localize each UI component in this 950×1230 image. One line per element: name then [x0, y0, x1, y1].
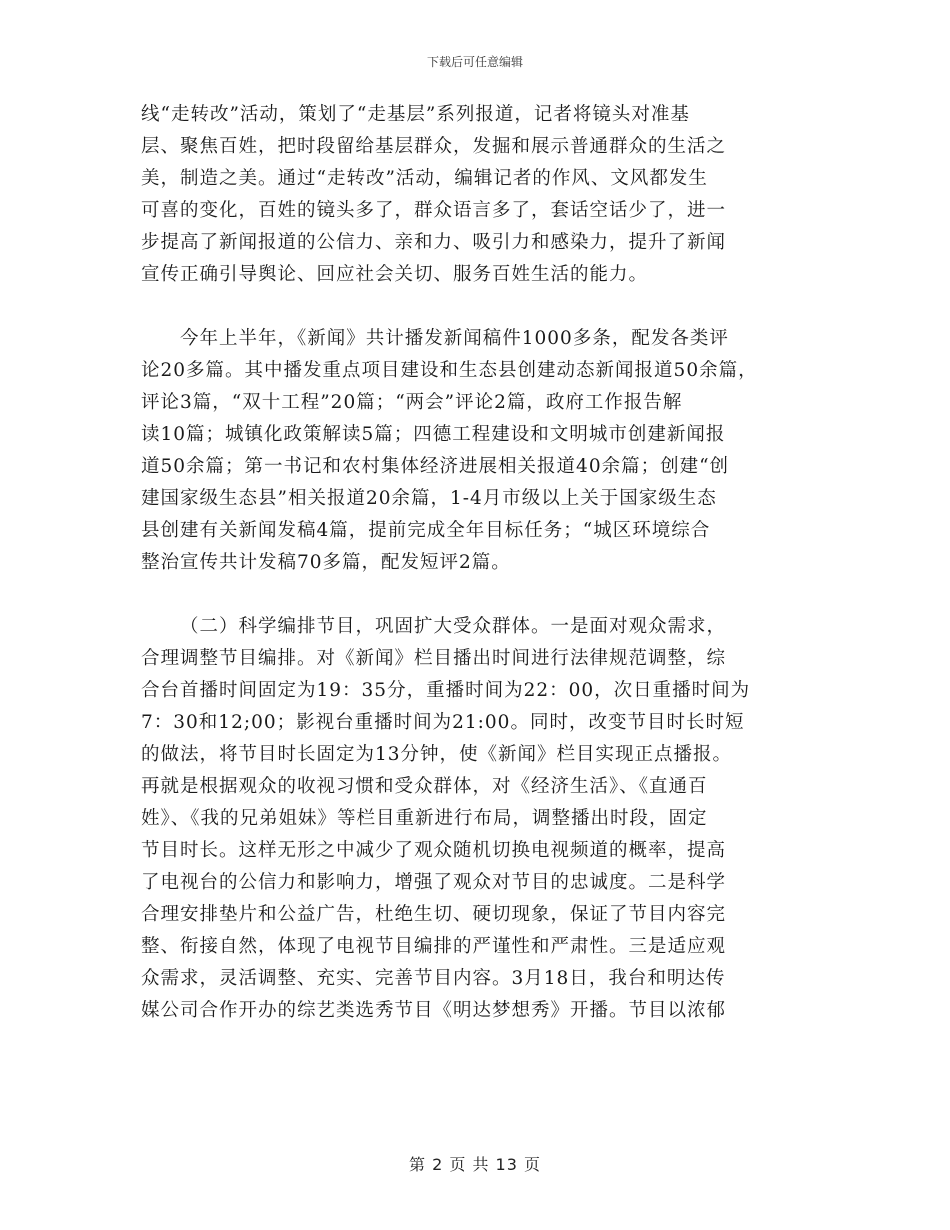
text-line: 节目时长。这样无形之中减少了观众随机切换电视频道的概率，提高	[141, 840, 727, 861]
page-header: 下载后可任意编辑	[426, 55, 523, 69]
text-line: 美，制造之美。通过“走转改”活动，编辑记者的作风、文风都发生	[141, 168, 708, 189]
paragraph-first-line: 今年上半年，《新闻》共计播发新闻稿件1000多条，配发各类评	[180, 328, 729, 349]
text-line: 媒公司合作开办的综艺类选秀节目《明达梦想秀》开播。节目以浓郁	[141, 1000, 727, 1021]
text-line: 再就是根据观众的收视习惯和受众群体，对《经济生活》、《直通百	[141, 776, 708, 797]
text-line: 合理调整节目编排。对《新闻》栏目播出时间进行法律规范调整，综	[141, 648, 727, 669]
text-line: 评论3篇，“双十工程”20篇；“两会”评论2篇，政府工作报告解	[141, 392, 683, 413]
text-line: 姓》、《我的兄弟姐妹》等栏目重新进行布局，调整播出时段，固定	[141, 808, 708, 829]
text-line: 线“走转改”活动，策划了“走基层”系列报道，记者将镜头对准基	[141, 104, 690, 125]
text-line: 县创建有关新闻发稿4篇，提前完成全年目标任务；“城区环境综合	[141, 520, 711, 541]
section-heading-line: （二）科学编排节目，巩固扩大受众群体。一是面对观众需求，	[180, 616, 727, 637]
text-line: 读10篇；城镇化政策解读5篇；四德工程建设和文明城市创建新闻报	[141, 424, 726, 445]
text-line: 整治宣传共计发稿70多篇，配发短评2篇。	[141, 552, 511, 573]
text-line: 7：30和12;00；影视台重播时间为21:00。同时，改变节目时长时短	[141, 712, 745, 733]
text-line: 可喜的变化，百姓的镜头多了，群众语言多了，套话空话少了，进一	[141, 200, 727, 221]
text-line: 的做法，将节目时长固定为13分钟，使《新闻》栏目实现正点播报。	[141, 744, 733, 765]
text-line: 了电视台的公信力和影响力，增强了观众对节目的忠诚度。二是科学	[141, 872, 727, 893]
text-line: 合理安排垫片和公益广告，杜绝生切、硬切现象，保证了节目内容完	[141, 904, 727, 925]
text-line: 步提高了新闻报道的公信力、亲和力、吸引力和感染力，提升了新闻	[141, 232, 727, 253]
text-line: 众需求，灵活调整、充实、完善节目内容。3月18日，我台和明达传	[141, 968, 726, 989]
text-line: 建国家级生态县”相关报道20余篇，1-4月市级以上关于国家级生态	[141, 488, 717, 509]
text-line: 层、聚焦百姓，把时段留给基层群众，发掘和展示普通群众的生活之	[141, 136, 727, 157]
text-line: 道50余篇；第一书记和农村集体经济进展相关报道40余篇；创建“创	[141, 456, 730, 477]
text-line: 整、衔接自然，体现了电视节目编排的严谨性和严肃性。三是适应观	[141, 936, 727, 957]
text-line: 合台首播时间固定为19：35分，重播时间为22：00，次日重播时间为	[141, 680, 751, 701]
text-line: 论20多篇。其中播发重点项目建设和生态县创建动态新闻报道50余篇，	[141, 360, 758, 381]
page-footer: 第 2 页 共 13 页	[409, 1155, 541, 1174]
text-line: 宣传正确引导舆论、回应社会关切、服务百姓生活的能力。	[141, 264, 649, 285]
